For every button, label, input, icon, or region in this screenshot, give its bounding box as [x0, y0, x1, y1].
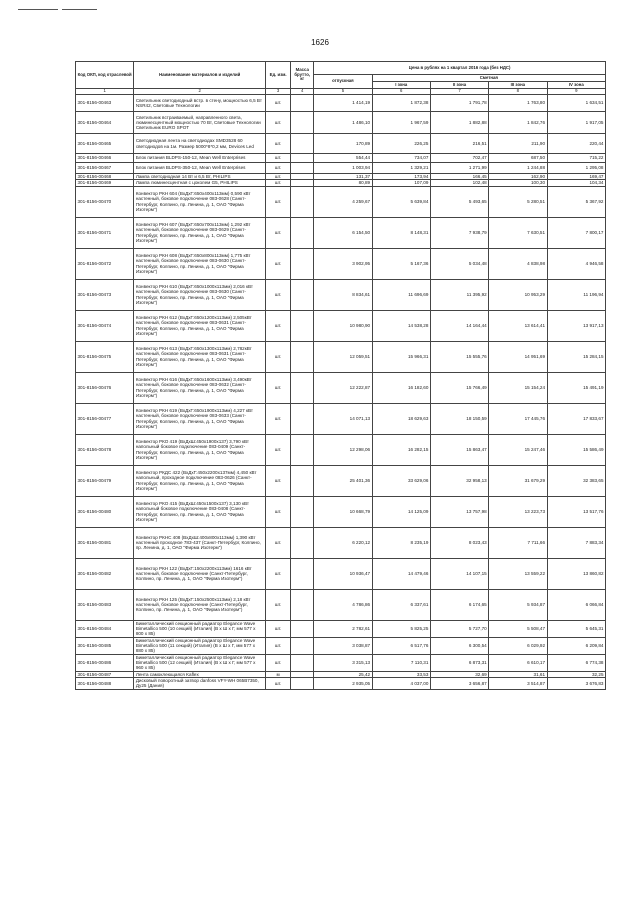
cell-mass	[291, 403, 314, 434]
table-row	[76, 112, 606, 134]
cell-code: 301-8156-00470	[76, 186, 134, 217]
cell-name: Конвектор РКНС 408 (ВхДхШ:400х800х113мм) 1,390 кВт настенный проходное 783-437 (Санкт-Петербург, Колпино, пр. Ленина, д. 1, ОАО "Фирма Изотерм")	[134, 527, 266, 558]
cell-zone3-price: 5 508,47	[489, 620, 547, 637]
cell-zone2-price: 5 034,48	[430, 248, 488, 279]
cell-zone2-price: 1 882,88	[430, 112, 488, 134]
cell-code: 301-8156-00476	[76, 372, 134, 403]
header-estimate: Сметная	[372, 75, 605, 82]
cell-unit: шт.	[266, 527, 291, 558]
cell-name: Светодиодная лента на светодиодах SMD3528 60 светодиодов на 1м. Размер 5000*8*0,2 мм, Devices Led	[134, 134, 266, 154]
cell-zone1-price: 1 329,21	[372, 163, 430, 174]
cell-name: Конвектор РКН 612 (ВхДхГ:650х1200х113мм) 2,505кВт настенный, боковое подключение 083-0631 (Санкт-Петербург, Колпино, пр. Ленина, д. 1, ОАО "Фирма Изотерм")	[134, 310, 266, 341]
cell-code: 301-8156-00464	[76, 112, 134, 134]
cell-mass	[291, 163, 314, 174]
cell-unit: шт.	[266, 465, 291, 496]
cell-zone1-price: 6 517,76	[372, 637, 430, 654]
table-row	[76, 279, 606, 310]
table-row	[76, 163, 606, 174]
cell-zone3-price: 7 711,66	[489, 527, 547, 558]
cell-zone1-price: 8 235,19	[372, 527, 430, 558]
cell-zone2-price: 14 107,15	[430, 558, 488, 589]
cell-mass	[291, 95, 314, 112]
cell-zone4-price: 7 883,34	[547, 527, 605, 558]
table-row	[76, 527, 606, 558]
table-row	[76, 310, 606, 341]
cell-code: 301-8156-00469	[76, 180, 134, 186]
cell-code: 301-8156-00475	[76, 341, 134, 372]
cell-name: Биметаллический секционный радиатор Elegance Wave Bimetallico 500 (10 секций) (Италия) (В х Ш х Г, мм 577 х 800 х 85)	[134, 620, 266, 637]
cell-code: 301-8156-00486	[76, 654, 134, 671]
header-release: отпускная	[314, 75, 372, 89]
cell-zone3-price: 6 029,92	[489, 637, 547, 654]
cell-code: 301-8156-00488	[76, 677, 134, 689]
cell-mass	[291, 372, 314, 403]
cell-zone2-price: 1 791,78	[430, 95, 488, 112]
cell-zone4-price: 6 209,84	[547, 637, 605, 654]
cell-release-price: 12 222,87	[314, 372, 372, 403]
cell-zone3-price: 5 934,87	[489, 589, 547, 620]
cell-name: Биметаллический секционный радиатор Elegance Wave Bimetallico 500 (12 секций) (Италия) (В х Ш х Г, мм 577 х 960 х 85)	[134, 654, 266, 671]
cell-code: 301-8156-00477	[76, 403, 134, 434]
cell-unit: шт.	[266, 180, 291, 186]
cell-zone3-price: 10 953,29	[489, 279, 547, 310]
cell-unit: шт.	[266, 217, 291, 248]
cell-zone3-price: 687,50	[489, 154, 547, 163]
cell-mass	[291, 465, 314, 496]
cell-unit: шт.	[266, 134, 291, 154]
cell-unit: шт.	[266, 174, 291, 180]
cell-unit: шт.	[266, 589, 291, 620]
cell-zone1-price: 5 639,84	[372, 186, 430, 217]
cell-code: 301-8156-00478	[76, 434, 134, 465]
cell-unit: шт.	[266, 558, 291, 589]
cell-zone2-price: 15 555,76	[430, 341, 488, 372]
cell-mass	[291, 154, 314, 163]
cell-zone4-price: 15 491,19	[547, 372, 605, 403]
cell-name: Конвектор РКН 619 (ВхДхГ:650х1900х113мм) 4,227 кВт настенный, боковое подключение 083-0633 (Санкт-Петербург, Колпино, пр. Ленина, д. 1, ОАО "Фирма Изотерм")	[134, 403, 266, 434]
cell-zone4-price: 5 645,31	[547, 620, 605, 637]
cell-unit: шт.	[266, 112, 291, 134]
cell-zone3-price: 31,61	[489, 671, 547, 677]
cell-zone1-price: 226,25	[372, 134, 430, 154]
page-number: 1626	[311, 38, 329, 47]
cell-zone4-price: 1 295,08	[547, 163, 605, 174]
cell-zone4-price: 15 284,15	[547, 341, 605, 372]
cell-mass	[291, 248, 314, 279]
cell-zone3-price: 7 630,51	[489, 217, 547, 248]
cell-release-price: 80,89	[314, 180, 372, 186]
cell-release-price: 3 902,95	[314, 248, 372, 279]
cell-zone1-price: 4 037,00	[372, 677, 430, 689]
cell-zone1-price: 33 629,06	[372, 465, 430, 496]
cell-zone1-price: 107,09	[372, 180, 430, 186]
cell-zone4-price: 13 917,13	[547, 310, 605, 341]
cell-zone2-price: 1 271,99	[430, 163, 488, 174]
cell-zone3-price: 17 445,76	[489, 403, 547, 434]
cell-zone3-price: 1 842,76	[489, 112, 547, 134]
cell-zone4-price: 1 634,51	[547, 95, 605, 112]
cell-release-price: 25 401,36	[314, 465, 372, 496]
cell-unit: шт.	[266, 372, 291, 403]
cell-unit: шт.	[266, 637, 291, 654]
column-number: 4	[291, 89, 314, 95]
cell-zone3-price: 3 514,87	[489, 677, 547, 689]
cell-zone4-price: 104,34	[547, 180, 605, 186]
cell-name: Конвектор РКН 122 (ВхДхГ:150х2200х113мм) 1616 кВт настенный, боковое подключение (Санкт-Петербург, Колпино, пр. Ленина, д. 1, ОАО "Фирма Изотерм")	[134, 558, 266, 589]
cell-code: 301-8156-00479	[76, 465, 134, 496]
header-zone3: III зона	[489, 82, 547, 89]
cell-zone2-price: 13 757,98	[430, 496, 488, 527]
cell-release-price: 170,89	[314, 134, 372, 154]
header-zone4: IV зона	[547, 82, 605, 89]
cell-zone1-price: 33,53	[372, 671, 430, 677]
cell-name: Лента самоклеющаяся Kaflex	[134, 671, 266, 677]
cell-zone1-price: 14 538,28	[372, 310, 430, 341]
cell-unit: шт.	[266, 186, 291, 217]
cell-name: Дисковый поворотный затвор danfoss VFY-WH 065B7350, Ду25 (Дания)	[134, 677, 266, 689]
cell-zone2-price: 8 023,43	[430, 527, 488, 558]
cell-name: Конвектор РКН 608 (ВхДхГ:650х800х113мм) 1,775 кВт настенный, боковое подключение 083-0630 (Санкт-Петербург, Колпино, пр. Ленина, д. 1, ОАО "Фирма Изотерм")	[134, 248, 266, 279]
cell-release-price: 3 315,13	[314, 654, 372, 671]
cell-zone4-price: 13 860,82	[547, 558, 605, 589]
cell-zone3-price: 5 280,51	[489, 186, 547, 217]
cell-unit: шт.	[266, 154, 291, 163]
cell-zone4-price: 169,47	[547, 174, 605, 180]
cell-unit: шт.	[266, 496, 291, 527]
cell-release-price: 2 935,05	[314, 677, 372, 689]
cell-zone2-price: 6 873,31	[430, 654, 488, 671]
cell-name: Конвектор РКН 610 (ВхДхГ:650х1000х113мм) 2,016 кВт настенный, боковое подключение 083-0630 (Санкт-Петербург, Колпино, пр. Ленина, д. 1, ОАО "Фирма Изотерм")	[134, 279, 266, 310]
cell-zone4-price: 15 586,49	[547, 434, 605, 465]
cell-zone1-price: 8 148,31	[372, 217, 430, 248]
cell-code: 301-8156-00474	[76, 310, 134, 341]
cell-zone4-price: 32 383,65	[547, 465, 605, 496]
table-row	[76, 95, 606, 112]
cell-zone3-price: 211,90	[489, 134, 547, 154]
cell-zone2-price: 166,45	[430, 174, 488, 180]
cell-zone4-price: 1 917,05	[547, 112, 605, 134]
table-row	[76, 620, 606, 637]
cell-zone2-price: 102,48	[430, 180, 488, 186]
header-zone2: II зона	[430, 82, 488, 89]
cell-code: 301-8156-00480	[76, 496, 134, 527]
cell-release-price: 1 414,19	[314, 95, 372, 112]
cell-mass	[291, 112, 314, 134]
cell-code: 301-8156-00467	[76, 163, 134, 174]
header-price-group: Цена в рублях на 1 квартал 2016 года (без НДС)	[314, 62, 606, 75]
cell-release-price: 10 668,79	[314, 496, 372, 527]
cell-unit: шт.	[266, 279, 291, 310]
table-row	[76, 372, 606, 403]
cell-code: 301-8156-00485	[76, 637, 134, 654]
cell-zone2-price: 5 727,70	[430, 620, 488, 637]
cell-release-price: 14 071,13	[314, 403, 372, 434]
cell-zone1-price: 16 282,15	[372, 434, 430, 465]
cell-zone3-price: 15 154,24	[489, 372, 547, 403]
cell-unit: шт.	[266, 403, 291, 434]
cell-zone1-price: 734,07	[372, 154, 430, 163]
cell-mass	[291, 434, 314, 465]
cell-unit: шт.	[266, 434, 291, 465]
cell-zone1-price: 18 629,63	[372, 403, 430, 434]
cell-zone3-price: 13 559,22	[489, 558, 547, 589]
cell-zone4-price: 6 066,84	[547, 589, 605, 620]
table-row	[76, 186, 606, 217]
cell-zone1-price: 1 967,59	[372, 112, 430, 134]
column-number: 1	[76, 89, 134, 95]
cell-name: Лампа светодиодная 14 Вт и 6,5 Вт, PHILIPS	[134, 174, 266, 180]
cell-release-price: 1 003,94	[314, 163, 372, 174]
cell-zone2-price: 32 958,13	[430, 465, 488, 496]
cell-mass	[291, 589, 314, 620]
cell-zone2-price: 5 493,65	[430, 186, 488, 217]
cell-zone3-price: 6 610,17	[489, 654, 547, 671]
table-row	[76, 403, 606, 434]
cell-mass	[291, 134, 314, 154]
cell-release-price: 12 298,06	[314, 434, 372, 465]
table-row	[76, 434, 606, 465]
cell-release-price: 3 038,87	[314, 637, 372, 654]
cell-zone2-price: 18 150,59	[430, 403, 488, 434]
cell-name: Блок питания BLDPS-150-12, Mean Well Enterprises	[134, 154, 266, 163]
cell-zone2-price: 3 656,87	[430, 677, 488, 689]
cell-release-price: 25,42	[314, 671, 372, 677]
table-body	[76, 95, 606, 690]
cell-zone3-price: 15 247,46	[489, 434, 547, 465]
cell-unit: шт.	[266, 163, 291, 174]
cell-release-price: 2 782,61	[314, 620, 372, 637]
cell-code: 301-8156-00484	[76, 620, 134, 637]
cell-code: 301-8156-00466	[76, 154, 134, 163]
cell-release-price: 10 936,47	[314, 558, 372, 589]
cell-zone1-price: 11 696,69	[372, 279, 430, 310]
cell-release-price: 6 220,12	[314, 527, 372, 558]
cell-zone3-price: 1 763,80	[489, 95, 547, 112]
cell-code: 301-8156-00481	[76, 527, 134, 558]
header-unit: Ед. изм.	[266, 62, 291, 89]
cell-mass	[291, 217, 314, 248]
cell-code: 301-8156-00482	[76, 558, 134, 589]
table-row	[76, 134, 606, 154]
cell-zone3-price: 1 244,88	[489, 163, 547, 174]
cell-release-price: 4 786,86	[314, 589, 372, 620]
column-number: 7	[430, 89, 488, 95]
table-row	[76, 341, 606, 372]
cell-mass	[291, 527, 314, 558]
cell-code: 301-8156-00472	[76, 248, 134, 279]
cell-unit: м	[266, 671, 291, 677]
cell-zone4-price: 11 196,94	[547, 279, 605, 310]
table-row	[76, 154, 606, 163]
cell-mass	[291, 620, 314, 637]
cell-zone4-price: 7 800,17	[547, 217, 605, 248]
cell-name: Конвектор РКО 419 (ВхДхШ:450х1900х137) 3,790 кВт напольный боковое подключение 083-0409 (Санкт-Петербург, Колпино, пр. Ленина, д. 1, ОАО "Фирма Изотерм")	[134, 434, 266, 465]
cell-name: Конвектор РКН 125 (ВхДхГ:150х2500х113мм) 2,18 кВт настенный, боковое подключение (Санкт-Петербург, Колпино, пр. Ленина, д. 1, ОАО "Фирма Изотерм")	[134, 589, 266, 620]
cell-name: Конвектор РКО 415 (ВхДхШ:450х1500х137) 3,130 кВт напольный боковое подключение 083-0408 (Санкт-Петербург, Колпино, пр. Ленина, д. 1, ОАО "Фирма Изотерм")	[134, 496, 266, 527]
cell-name: Конвектор РКН 607 (ВхДхГ:650х700х113мм) 1,292 кВт настенный, боковое подключение 083-0629 (Санкт-Петербург, Колпино, пр. Ленина, д. 1, ОАО "Фирма Изотерм")	[134, 217, 266, 248]
cell-zone4-price: 17 833,67	[547, 403, 605, 434]
cell-zone4-price: 715,22	[547, 154, 605, 163]
table-row	[76, 654, 606, 671]
cell-mass	[291, 279, 314, 310]
header-code: Код ОКП, код отраслевой	[76, 62, 134, 89]
cell-zone1-price: 14 125,09	[372, 496, 430, 527]
table-row	[76, 217, 606, 248]
cell-mass	[291, 654, 314, 671]
cell-release-price: 6 154,50	[314, 217, 372, 248]
cell-unit: шт.	[266, 677, 291, 689]
price-table	[75, 61, 606, 690]
cell-zone4-price: 13 517,76	[547, 496, 605, 527]
cell-code: 301-8156-00473	[76, 279, 134, 310]
cell-code: 301-8156-00483	[76, 589, 134, 620]
cell-code: 301-8156-00465	[76, 134, 134, 154]
cell-zone3-price: 100,30	[489, 180, 547, 186]
table-row	[76, 496, 606, 527]
cell-zone4-price: 4 946,58	[547, 248, 605, 279]
cell-zone2-price: 15 863,47	[430, 434, 488, 465]
header-mass: Масса брутто, кг	[291, 62, 314, 89]
table-row	[76, 558, 606, 589]
cell-release-price: 8 834,61	[314, 279, 372, 310]
cell-zone1-price: 1 872,38	[372, 95, 430, 112]
header-rule	[62, 9, 97, 10]
cell-unit: шт.	[266, 95, 291, 112]
cell-name: Светильник светодиодный встр. в стену, мощностью 6,5 Вт NSR42, Световые Технологии	[134, 95, 266, 112]
header-zone1: I зона	[372, 82, 430, 89]
cell-unit: шт.	[266, 248, 291, 279]
cell-zone2-price: 7 938,79	[430, 217, 488, 248]
cell-zone2-price: 6 174,65	[430, 589, 488, 620]
header-name: Наименование материалов и изделий	[134, 62, 266, 89]
table-row	[76, 248, 606, 279]
cell-zone4-price: 220,44	[547, 134, 605, 154]
table-row	[76, 465, 606, 496]
cell-zone1-price: 15 966,31	[372, 341, 430, 372]
cell-zone4-price: 3 676,83	[547, 677, 605, 689]
cell-name: Биметаллический секционный радиатор Elegance Wave Bimetallico 500 (11 секций) (Италия) (В х Ш х Г, мм 577 х 880 х 85)	[134, 637, 266, 654]
cell-zone1-price: 16 182,60	[372, 372, 430, 403]
cell-code: 301-8156-00471	[76, 217, 134, 248]
cell-unit: шт.	[266, 620, 291, 637]
cell-release-price: 131,37	[314, 174, 372, 180]
cell-mass	[291, 341, 314, 372]
column-number: 5	[314, 89, 372, 95]
cell-release-price: 4 259,67	[314, 186, 372, 217]
cell-zone1-price: 7 110,31	[372, 654, 430, 671]
cell-zone1-price: 173,94	[372, 174, 430, 180]
cell-name: Блок питания BLDPS-350-12, Mean Well Enterprises	[134, 163, 266, 174]
cell-name: Конвектор РКН 613 (ВхДхГ:650х1300х113мм) 2,782кВт настенный, боковое подключение 083-0631 (Санкт-Петербург, Колпино, пр. Ленина, д. 1, ОАО "Фирма Изотерм")	[134, 341, 266, 372]
cell-zone2-price: 702,47	[430, 154, 488, 163]
cell-zone2-price: 216,51	[430, 134, 488, 154]
cell-zone3-price: 4 838,98	[489, 248, 547, 279]
cell-zone3-price: 31 679,29	[489, 465, 547, 496]
cell-mass	[291, 310, 314, 341]
table-row	[76, 677, 606, 689]
column-number: 3	[266, 89, 291, 95]
cell-unit: шт.	[266, 310, 291, 341]
column-number: 2	[134, 89, 266, 95]
cell-zone4-price: 6 774,38	[547, 654, 605, 671]
cell-release-price: 1 486,10	[314, 112, 372, 134]
cell-zone3-price: 13 223,73	[489, 496, 547, 527]
cell-zone3-price: 162,90	[489, 174, 547, 180]
cell-release-price: 554,44	[314, 154, 372, 163]
cell-code: 301-8156-00487	[76, 671, 134, 677]
cell-name: Лампа люминесцентная с цоколем G5, PHILIPS	[134, 180, 266, 186]
cell-zone3-price: 13 614,41	[489, 310, 547, 341]
cell-zone2-price: 14 164,44	[430, 310, 488, 341]
cell-mass	[291, 677, 314, 689]
cell-zone1-price: 5 167,36	[372, 248, 430, 279]
table-row	[76, 637, 606, 654]
cell-name: Светильник встраиваемый, направленного света, люминесцентный мощностью 70 Вт, Световые Технологии Светильник EURO SPOT	[134, 112, 266, 134]
cell-name: Конвектор РКН 604 (ВхДхГ:650х400х113мм) 0,590 кВт настенный, боковое подключение 083-0628 (Санкт-Петербург, Колпино, пр. Ленина, д. 1, ОАО "Фирма Изотерм")	[134, 186, 266, 217]
cell-unit: шт.	[266, 341, 291, 372]
cell-zone1-price: 14 479,46	[372, 558, 430, 589]
cell-mass	[291, 637, 314, 654]
table-row	[76, 589, 606, 620]
cell-zone2-price: 6 300,54	[430, 637, 488, 654]
column-number: 6	[372, 89, 430, 95]
cell-zone3-price: 14 951,69	[489, 341, 547, 372]
cell-mass	[291, 558, 314, 589]
cell-zone2-price: 32,69	[430, 671, 488, 677]
cell-zone1-price: 6 337,61	[372, 589, 430, 620]
cell-code: 301-8156-00468	[76, 174, 134, 180]
header-rule	[18, 9, 58, 10]
cell-name: Конвектор РКДС 422 (ВхДхГ:450х2200х137мм) 4,450 кВт напольный, проходное подключение 083-0626 (Санкт-Петербург, Колпино, пр. Ленина, д. 1, ОАО "Фирма Изотерм")	[134, 465, 266, 496]
cell-release-price: 10 980,90	[314, 310, 372, 341]
cell-name: Конвектор РКН 616 (ВхДхГ:650х1600х113мм) 3,490кВт настенный, боковое подключение 083-0632 (Санкт-Петербург, Колпино, пр. Ленина, д. 1, ОАО "Фирма Изотерм")	[134, 372, 266, 403]
cell-code: 301-8156-00463	[76, 95, 134, 112]
cell-zone1-price: 5 825,25	[372, 620, 430, 637]
cell-zone4-price: 5 367,92	[547, 186, 605, 217]
cell-zone2-price: 15 766,49	[430, 372, 488, 403]
cell-zone4-price: 32,25	[547, 671, 605, 677]
cell-mass	[291, 186, 314, 217]
column-number: 8	[489, 89, 547, 95]
cell-unit: шт.	[266, 654, 291, 671]
cell-release-price: 12 059,51	[314, 341, 372, 372]
cell-zone2-price: 11 395,92	[430, 279, 488, 310]
column-number: 9	[547, 89, 605, 95]
cell-mass	[291, 496, 314, 527]
